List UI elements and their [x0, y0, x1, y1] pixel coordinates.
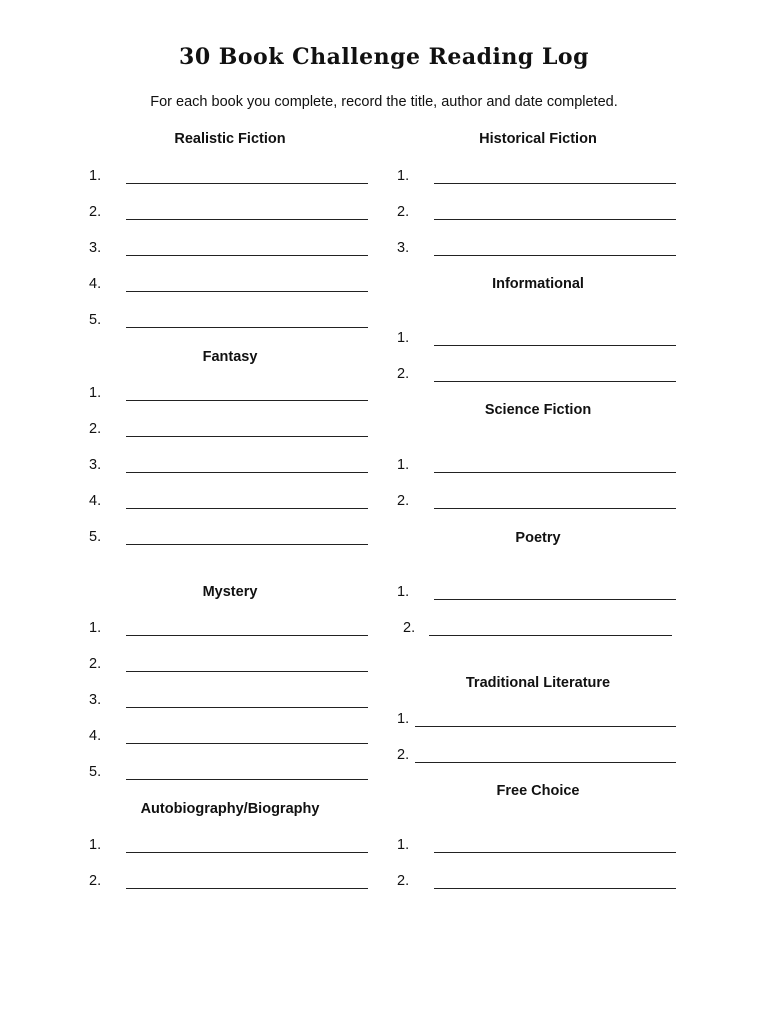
entry-write-line[interactable] — [126, 508, 368, 509]
entry-row — [392, 240, 684, 260]
entry-number: 3. — [89, 240, 102, 256]
entry-row — [84, 276, 376, 296]
entry-row — [84, 728, 376, 748]
entry-number: 5. — [89, 764, 102, 780]
entry-write-line[interactable] — [126, 219, 368, 220]
entry-write-line[interactable] — [126, 291, 368, 292]
entry-row — [84, 421, 376, 441]
entry-write-line[interactable] — [126, 544, 368, 545]
entry-row — [84, 837, 376, 857]
entry-write-line[interactable] — [126, 852, 368, 853]
section-heading-science-fiction: Science Fiction — [484, 402, 592, 418]
entry-number: 1. — [89, 620, 102, 636]
entry-number: 1. — [89, 385, 102, 401]
entry-row — [84, 764, 376, 784]
entry-number: 1. — [397, 457, 410, 473]
entry-write-line[interactable] — [434, 345, 676, 346]
entry-write-line[interactable] — [126, 472, 368, 473]
page-title: 30 Book Challenge Reading Log — [179, 44, 589, 70]
entry-number: 2. — [397, 366, 410, 382]
entry-number: 4. — [89, 493, 102, 509]
entry-write-line[interactable] — [415, 762, 676, 763]
entry-number: 2. — [397, 747, 410, 763]
entry-write-line[interactable] — [126, 635, 368, 636]
entry-write-line[interactable] — [434, 381, 676, 382]
entry-number: 5. — [89, 529, 102, 545]
entry-number: 2. — [89, 204, 102, 220]
entry-row — [84, 873, 376, 893]
entry-row — [84, 168, 376, 188]
entry-row — [392, 168, 684, 188]
entry-write-line[interactable] — [126, 400, 368, 401]
entry-write-line[interactable] — [434, 508, 676, 509]
entry-row — [84, 457, 376, 477]
entry-row — [392, 711, 684, 731]
entry-write-line[interactable] — [434, 472, 676, 473]
entry-write-line[interactable] — [126, 743, 368, 744]
entry-number: 1. — [397, 168, 410, 184]
entry-row — [392, 837, 684, 857]
entry-number: 4. — [89, 728, 102, 744]
section-heading-free-choice: Free Choice — [496, 783, 580, 799]
entry-number: 3. — [89, 457, 102, 473]
entry-write-line[interactable] — [434, 599, 676, 600]
entry-row — [392, 584, 684, 604]
entry-write-line[interactable] — [415, 726, 676, 727]
entry-row — [392, 204, 684, 224]
entry-write-line[interactable] — [434, 852, 676, 853]
entry-number: 1. — [397, 837, 410, 853]
section-heading-informational: Informational — [492, 276, 584, 292]
entry-row — [392, 493, 684, 513]
entry-write-line[interactable] — [126, 327, 368, 328]
section-heading-fantasy: Fantasy — [202, 349, 258, 365]
entry-write-line[interactable] — [434, 183, 676, 184]
entry-row — [84, 692, 376, 712]
entry-write-line[interactable] — [126, 888, 368, 889]
entry-row — [84, 493, 376, 513]
entry-row — [392, 330, 684, 350]
entry-write-line[interactable] — [434, 888, 676, 889]
entry-number: 1. — [397, 330, 410, 346]
entry-number: 1. — [397, 711, 410, 727]
section-heading-historical-fiction: Historical Fiction — [479, 131, 597, 147]
entry-number: 2. — [403, 620, 416, 636]
entry-row — [84, 529, 376, 549]
entry-row — [392, 873, 684, 893]
entry-number: 2. — [89, 656, 102, 672]
entry-number: 2. — [397, 873, 410, 889]
entry-write-line[interactable] — [429, 635, 672, 636]
section-heading-mystery: Mystery — [202, 584, 258, 600]
entry-write-line[interactable] — [126, 779, 368, 780]
section-heading-autobiography-biography: Autobiography/Biography — [140, 801, 320, 817]
entry-row — [84, 385, 376, 405]
entry-row — [392, 366, 684, 386]
entry-write-line[interactable] — [126, 255, 368, 256]
entry-write-line[interactable] — [126, 671, 368, 672]
entry-write-line[interactable] — [434, 219, 676, 220]
entry-row — [84, 204, 376, 224]
section-heading-realistic-fiction: Realistic Fiction — [174, 131, 286, 147]
entry-number: 4. — [89, 276, 102, 292]
entry-number: 2. — [397, 493, 410, 509]
entry-number: 2. — [89, 421, 102, 437]
entry-row — [84, 240, 376, 260]
entry-number: 1. — [89, 168, 102, 184]
entry-write-line[interactable] — [126, 183, 368, 184]
section-heading-poetry: Poetry — [515, 530, 561, 546]
entry-number: 2. — [397, 204, 410, 220]
entry-write-line[interactable] — [126, 436, 368, 437]
entry-row — [84, 656, 376, 676]
entry-write-line[interactable] — [126, 707, 368, 708]
instructions-text: For each book you complete, record the title, author and date completed. — [150, 94, 618, 110]
entry-row — [392, 620, 684, 640]
entry-number: 2. — [89, 873, 102, 889]
entry-row — [392, 747, 684, 767]
entry-number: 5. — [89, 312, 102, 328]
entry-number: 1. — [397, 584, 410, 600]
entry-row — [84, 620, 376, 640]
section-heading-traditional-literature: Traditional Literature — [465, 675, 611, 691]
entry-number: 3. — [397, 240, 410, 256]
entry-number: 1. — [89, 837, 102, 853]
entry-number: 3. — [89, 692, 102, 708]
entry-row — [84, 312, 376, 332]
entry-write-line[interactable] — [434, 255, 676, 256]
entry-row — [392, 457, 684, 477]
